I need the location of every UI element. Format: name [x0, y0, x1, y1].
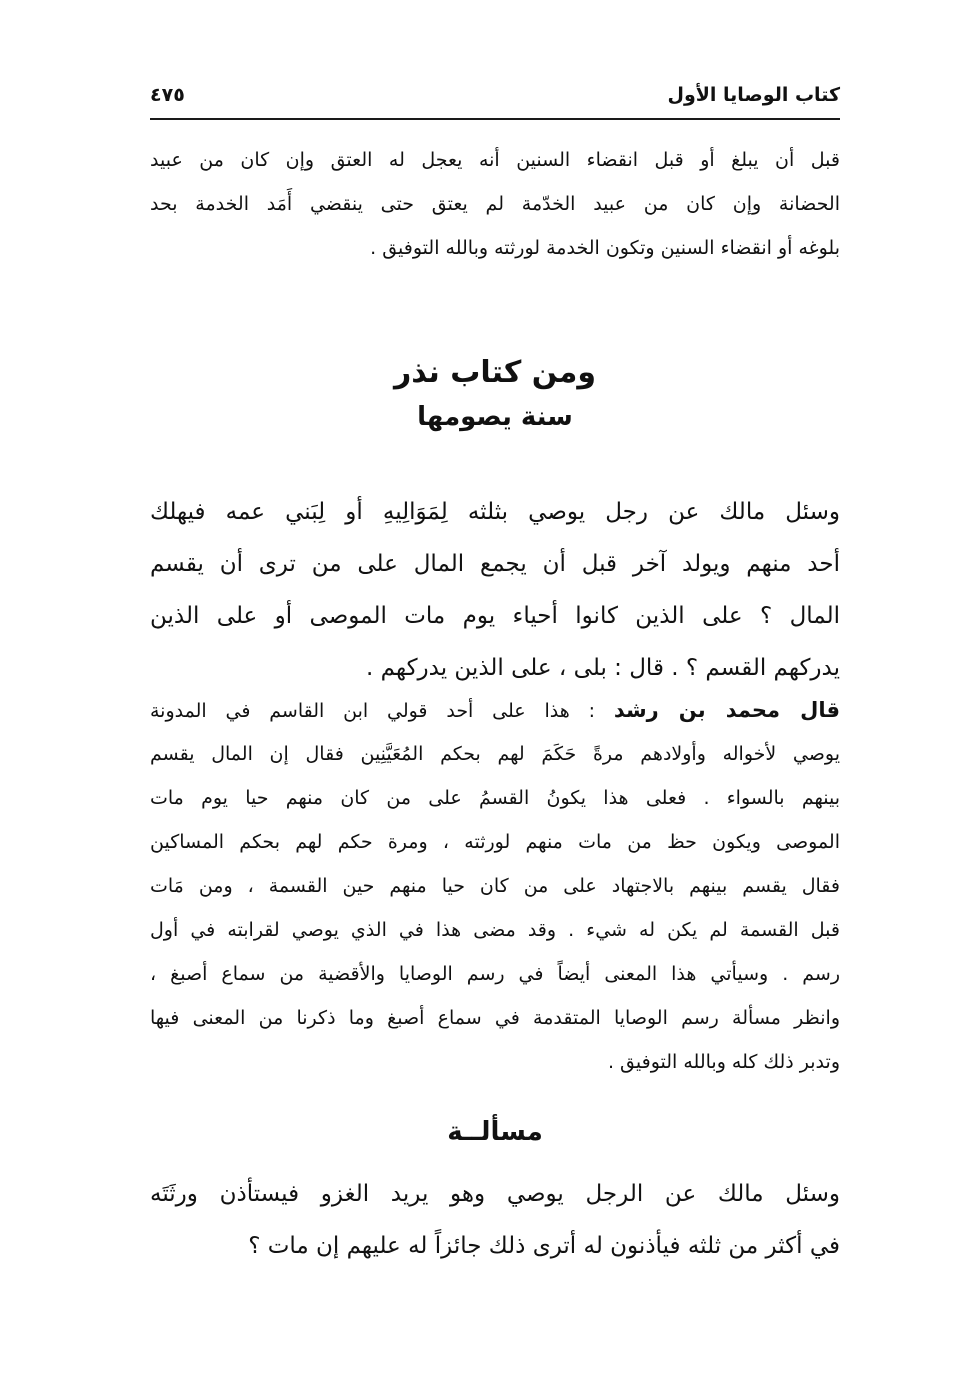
section-heading-line2: سنة يصومها [417, 402, 573, 432]
text-line: وتدبر ذلك كله وبالله التوفيق . [607, 1051, 840, 1073]
commentary-first-line-rest: : هذا على أحد قولي ابن القاسم في المدونة [150, 700, 595, 722]
text-line: الحضانة وإن كان من عبيد الخدّمة لم يعتق حتى ينقضي أَمَد الخدمة بحد [150, 193, 840, 215]
text-line: وسئل مالك عن الرجل يوصي وهو يريد الغزو فيستأذن ورثَتَه [150, 1181, 840, 1207]
text-line: فقال يقسم بينهم بالاجتهاد على من كان حيا منهم حين القسمة ، ومن مَات [150, 875, 840, 897]
page-header [150, 78, 840, 122]
text-line: قبل أن يبلغ أو قبل انقضاء السنين أنه يعجل له العتق وإن كان من عبيد [150, 149, 840, 171]
commentary-paragraph [150, 688, 840, 1084]
page-number: ٤٧٥ [150, 84, 185, 106]
commentary-author: قال محمد بن رشد [613, 698, 840, 722]
text-line: المال ؟ على الذين كانوا أحياء يوم مات الموصى أو على الذين [150, 603, 840, 629]
opening-paragraph [150, 138, 840, 270]
text-line: رسم . وسيأتي هذا المعنى أيضاً في رسم الوصايا والأقضية من سماع أصبغ ، [150, 963, 840, 985]
text-line: قبل القسمة لم يكن له شيء . وقد مضى هذا في الذي يوصي لقرابته في أول [150, 919, 840, 941]
text-line: في أكثر من ثلثه فيأذنون له أترى ذلك جائزاً له عليهم إن مات ؟ [248, 1233, 840, 1259]
text-line: بلوغه أو انقضاء السنين وتكون الخدمة لورثته وبالله التوفيق . [370, 237, 840, 259]
running-title: كتاب الوصايا الأول [667, 84, 840, 106]
text-line: وسئل مالك عن رجل يوصي بثلثه لِمَوَالِيهِ أو لِبَني عمه فيهلك [150, 499, 840, 525]
text-line: يدركهم القسم ؟ . قال : بلى ، على الذين يدركهم . [366, 655, 840, 681]
text-line: وانظر مسألة رسم الوصايا المتقدمة في سماع أصبغ وما ذكرنا من المعنى فيها [150, 1007, 840, 1029]
text-line: يوصي لأخواله وأولادهم مرةً حَكَمَ لهم بحكم المُعَيَّنِين فقال إن المال يقسم [150, 743, 840, 765]
masala-heading: مسألــة [447, 1117, 543, 1147]
text-line: الموصى ويكون حظ من مات منهم لورثته ، ومرة حكم لهم بحكم المساكين [150, 831, 840, 853]
section-heading-line1: ومن كتاب نذر [393, 355, 597, 390]
question-2-paragraph [150, 1168, 840, 1272]
header-rule [150, 118, 840, 120]
question-1-paragraph [150, 486, 840, 694]
commentary-first-line [150, 688, 840, 732]
text-line: أحد منهم ويولد آخر قبل أن يجمع المال على من ترى أن يقسم [150, 551, 840, 577]
text-line: بينهم بالسواء . فعلى هذا يكونُ القسمُ على من كان منهم حيا يوم مات [150, 787, 840, 809]
